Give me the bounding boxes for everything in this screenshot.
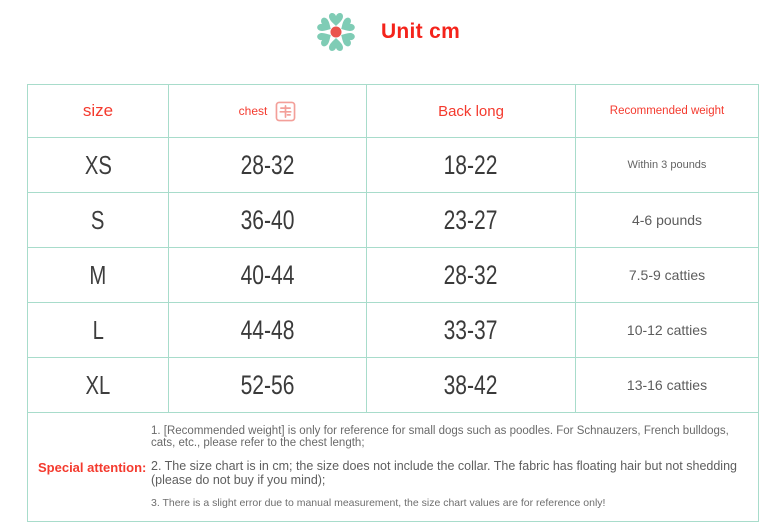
weight-cell: Within 3 pounds bbox=[576, 138, 759, 193]
back-long-cell: 38-42 bbox=[367, 358, 576, 413]
back-long-cell: 18-22 bbox=[367, 138, 576, 193]
column-header-back-long: Back long bbox=[367, 85, 576, 138]
column-header-chest-label: chest bbox=[238, 104, 268, 118]
notes-row bbox=[28, 413, 759, 522]
page-title: Unit cm bbox=[380, 20, 461, 43]
flower-icon bbox=[313, 9, 359, 55]
notes-list bbox=[151, 425, 758, 509]
chest-cell: 44-48 bbox=[169, 303, 367, 358]
back-long-cell: 23-27 bbox=[367, 193, 576, 248]
note-item-2: 2. The size chart is in cm; the size does not include the collar. The fabric has floating hair but not shedding (please do not buy if you mind); bbox=[151, 459, 737, 487]
special-attention-label: Special attention: bbox=[38, 459, 147, 475]
weight-cell: 4-6 pounds bbox=[576, 193, 759, 248]
weight-cell: 13-16 catties bbox=[576, 358, 759, 413]
chest-cell: 52-56 bbox=[169, 358, 367, 413]
column-header-size: size bbox=[28, 85, 169, 138]
table-row-xl bbox=[28, 358, 759, 413]
size-cell: XS bbox=[28, 138, 169, 193]
chest-cell: 36-40 bbox=[169, 193, 367, 248]
column-header-recommended-weight: Recommended weight bbox=[576, 85, 759, 138]
table-row-l bbox=[28, 303, 759, 358]
size-cell: L bbox=[28, 303, 169, 358]
weight-cell: 10-12 catties bbox=[576, 303, 759, 358]
notes-cell bbox=[28, 413, 759, 522]
table-row-s bbox=[28, 193, 759, 248]
note-item-3: 3. There is a slight error due to manual measurement, the size chart values are for reference only! bbox=[151, 497, 606, 509]
table-row-xs bbox=[28, 138, 759, 193]
note-item-1: 1. [Recommended weight] is only for reference for small dogs such as poodles. For Schnauzers, French bulldogs, cats, etc., please refer to the chest length; bbox=[151, 425, 729, 449]
chest-cell: 28-32 bbox=[169, 138, 367, 193]
size-cell: S bbox=[28, 193, 169, 248]
back-long-cell: 33-37 bbox=[367, 303, 576, 358]
size-cell: XL bbox=[28, 358, 169, 413]
column-header-chest bbox=[169, 85, 367, 138]
back-long-cell: 28-32 bbox=[367, 248, 576, 303]
girth-stamp-icon bbox=[275, 101, 296, 122]
table-header-row bbox=[28, 85, 759, 138]
chest-cell: 40-44 bbox=[169, 248, 367, 303]
page-header bbox=[0, 8, 773, 56]
size-chart-table bbox=[27, 84, 759, 522]
table-row-m bbox=[28, 248, 759, 303]
weight-cell: 7.5-9 catties bbox=[576, 248, 759, 303]
size-cell: M bbox=[28, 248, 169, 303]
